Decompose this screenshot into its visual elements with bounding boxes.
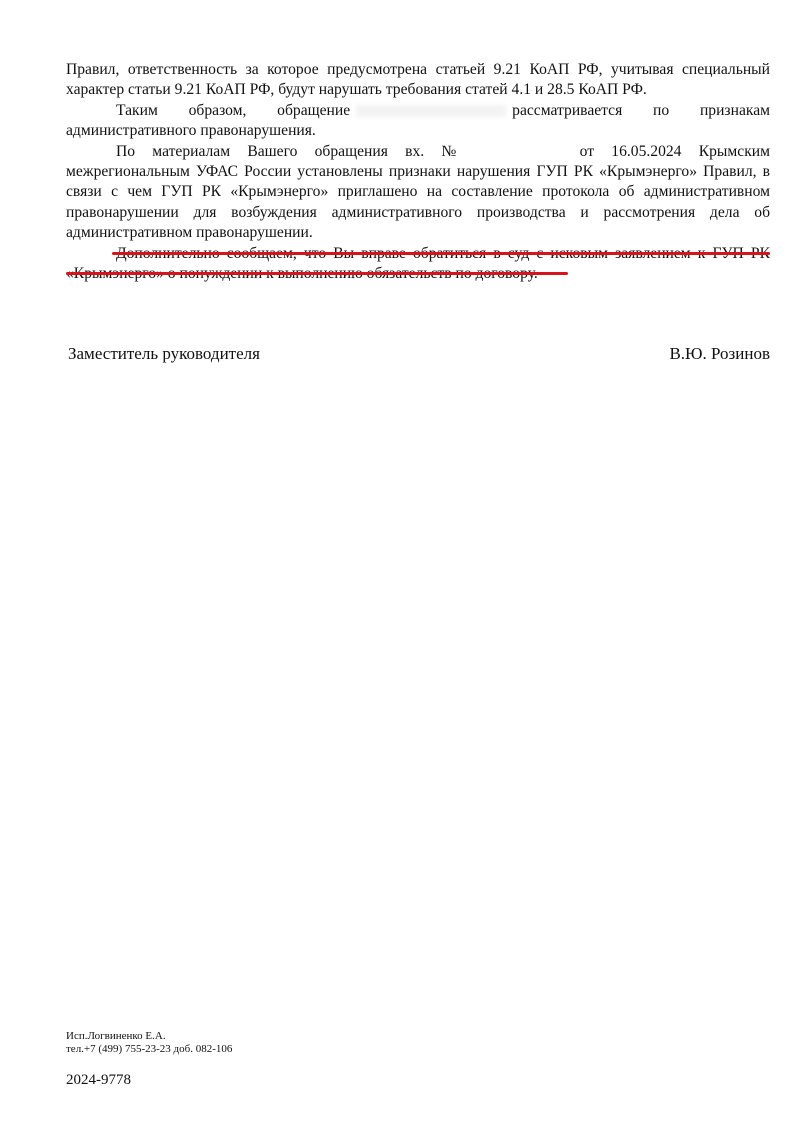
signatory-name: В.Ю. Розинов — [669, 344, 770, 363]
paragraph-2 — [66, 101, 770, 142]
redacted-block — [356, 105, 506, 117]
paragraph-1: Правил, ответственность за которое предусмотрена статьей 9.21 КоАП РФ, учитывая специальный характер статьи 9.21 КоАП РФ, будут нарушать требования статей 4.1 и 28.5 КоАП РФ. — [66, 61, 770, 99]
paragraph-4-text — [66, 245, 770, 282]
red-underline-mark-1 — [112, 252, 770, 255]
executor-name: Исп.Логвиненко Е.А. — [66, 1030, 166, 1042]
paragraph-2-start: Таким образом, обращение — [116, 101, 351, 119]
paragraph-3-start: По материалам Вашего обращения вх. № — [116, 142, 470, 160]
paragraph-2-end: рассматривается по признакам административного правонарушения. — [66, 101, 770, 140]
paragraph-4-highlighted — [66, 244, 770, 285]
signatory-position: Заместитель руководителя — [68, 344, 260, 363]
document-number: 2024-9778 — [66, 1072, 131, 1088]
paragraph-3-end: от 16.05.2024 Крымским межрегиональным УФАС России установлены признаки нарушения ГУП РК «Крымэнерго» Правил, в связи с чем ГУП РК «Крымэнерго» приглашено на составление протокола об административном правонарушении для возбуждения административного производства и рассмотрения дела об административном правонарушении. — [66, 142, 770, 242]
red-underline-mark-2 — [66, 272, 568, 275]
paragraph-3 — [66, 142, 770, 244]
signature-block — [68, 344, 770, 364]
letter-body — [66, 60, 770, 284]
executor-phone: тел.+7 (499) 755-23-23 доб. 082-106 — [66, 1043, 233, 1055]
executor-info — [66, 1030, 232, 1056]
